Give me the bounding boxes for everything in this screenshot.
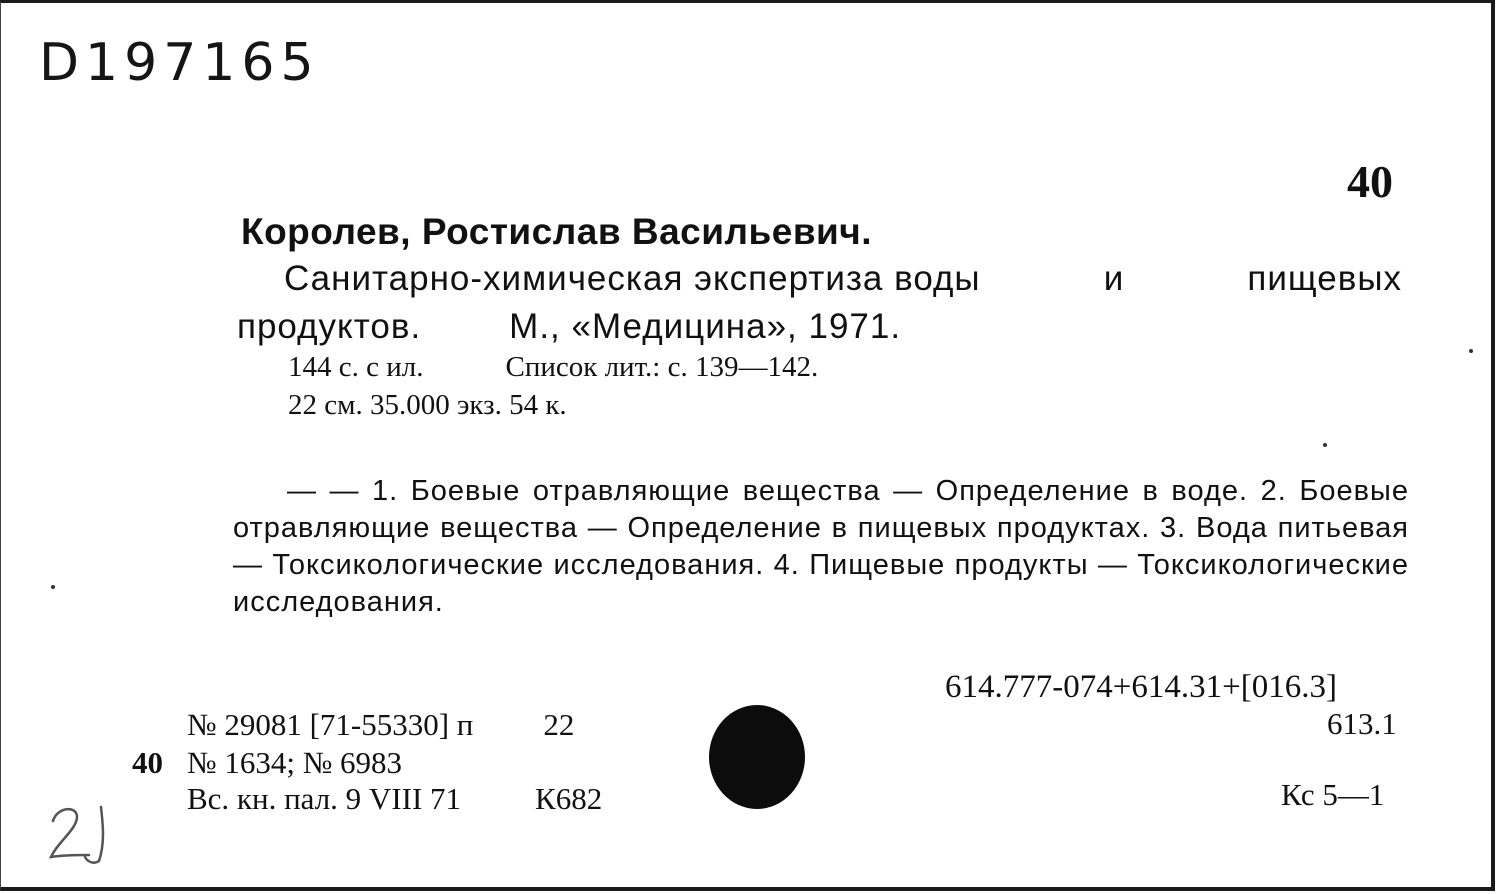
registration-line-1	[187, 707, 574, 743]
speck	[51, 585, 55, 589]
print-code: К682	[535, 781, 603, 816]
punch-hole	[709, 705, 805, 809]
registration-extra-number: 22	[543, 707, 575, 742]
title-line-1	[284, 259, 1402, 299]
registration-number: № 29081 [71-55330] п	[187, 707, 474, 742]
pagination: 144 с. с ил.	[288, 351, 424, 383]
title-part-2: и	[1103, 259, 1125, 298]
accession-number: D197165	[39, 33, 320, 93]
physical-description-2: 22 см. 35.000 экз. 54 к.	[288, 389, 567, 421]
bibliography-note: Список лит.: с. 139—142.	[505, 351, 819, 383]
registration-line-2: № 1634; № 6983	[187, 745, 403, 780]
title-part-1: Санитарно-химическая экспертиза воды	[284, 259, 981, 298]
book-chamber-date: Вс. кн. пал. 9 VIII 71	[187, 781, 462, 816]
kc-code: Кс 5—1	[1281, 777, 1385, 812]
udc-code-1: 614.777-074+614.31+[016.3]	[945, 669, 1337, 705]
physical-description-1	[288, 351, 818, 384]
classification-number: 40	[1347, 156, 1393, 207]
speck	[1323, 443, 1327, 447]
speck	[1469, 349, 1473, 353]
title-continuation: продуктов.	[237, 307, 422, 346]
udc-code-2: 613.1	[1327, 706, 1397, 741]
pencil-mark	[43, 799, 123, 869]
registration-line-3	[187, 781, 602, 817]
title-line-2	[237, 307, 901, 347]
subject-headings: — — 1. Боевые отравляющие вещества — Определение в воде. 2. Боевые отравляющие вещества — Определение в пищевых продуктах. 3. Вода питьевая — Токсикологические исследования. 4. Пищевые продукты — Токсикологические исследования.	[233, 475, 1409, 618]
author-heading: Королев, Ростислав Васильевич.	[241, 211, 873, 252]
publication-info: М., «Медицина», 1971.	[509, 307, 902, 346]
registration-prefix: 40	[132, 745, 163, 780]
title-part-3: пищевых	[1247, 259, 1402, 298]
